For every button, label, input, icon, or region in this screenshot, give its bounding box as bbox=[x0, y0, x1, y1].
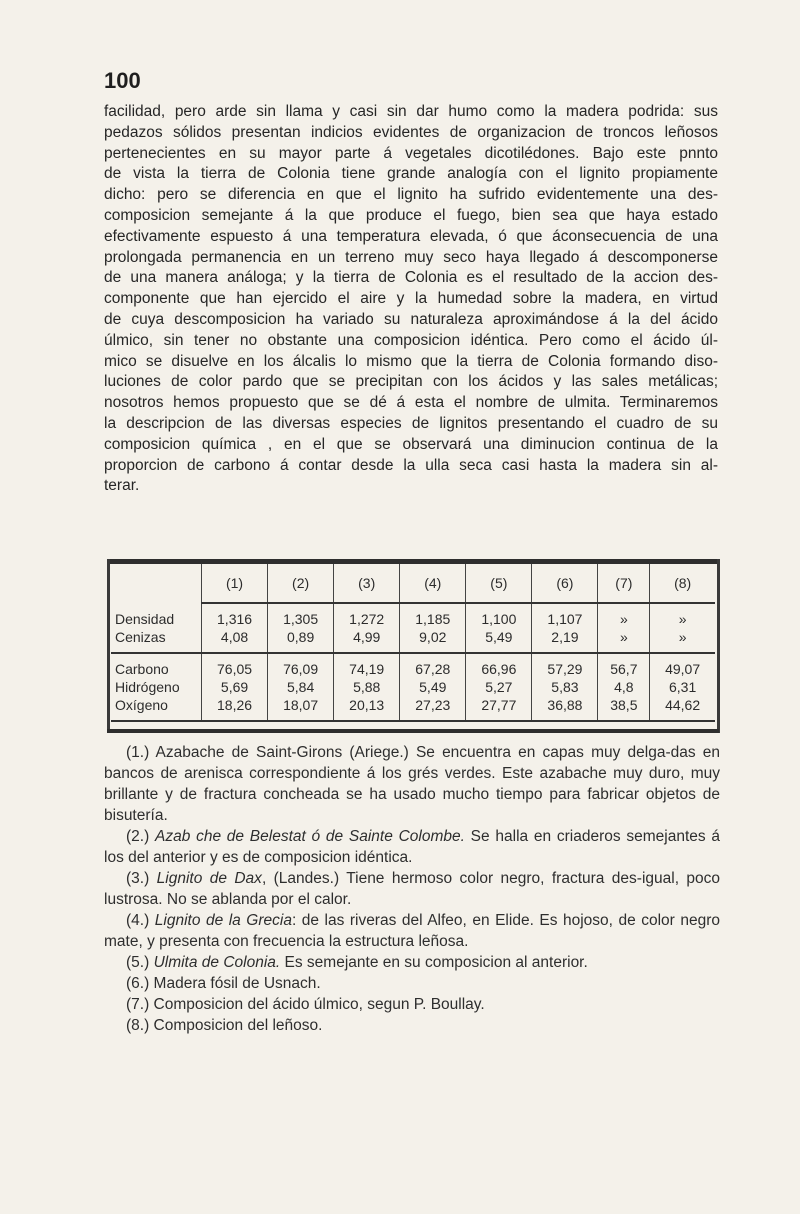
paragraph-line: prolongada permanencia en un terreno muy seco haya llegado á descomponerse bbox=[104, 248, 718, 266]
footnote bbox=[104, 742, 720, 826]
column-header: (2) bbox=[268, 564, 334, 603]
table-cell: 57,29 bbox=[532, 653, 598, 678]
table-cell: 5,83 bbox=[532, 678, 598, 696]
footnote-text: (8.) Composicion del leñoso. bbox=[126, 1017, 323, 1034]
table-cell: 5,49 bbox=[466, 628, 532, 653]
paragraph-line: composicion semejante á la que produce el fuego, bien sea que haya estado bbox=[104, 206, 718, 224]
footnote-title: Azab che de Belestat ó de Sainte Colombe. bbox=[155, 828, 465, 845]
footnote-title: Lignito de Dax bbox=[156, 870, 262, 887]
column-header: (7) bbox=[598, 564, 650, 603]
row-label: Hidrógeno bbox=[115, 679, 180, 695]
table-right-border bbox=[717, 559, 720, 733]
table-row bbox=[111, 653, 715, 678]
table-cell: » bbox=[598, 603, 650, 628]
footnote-text: Es semejante en su composicion al anterior. bbox=[280, 954, 588, 971]
footnote bbox=[104, 1015, 720, 1036]
table-row bbox=[111, 696, 715, 721]
table-cell: 1,107 bbox=[532, 603, 598, 628]
table-cell: 18,26 bbox=[202, 696, 268, 721]
paragraph-line: úlmico, sin tener no obstante una composicion idéntica. Pero como el ácido úl- bbox=[104, 331, 718, 349]
table-cell: 4,99 bbox=[334, 628, 400, 653]
table-row bbox=[111, 678, 715, 696]
footnote-text: , (Landes.) Tiene hermoso color negro, fractura des-igual, poco lustrosa. No se ablanda por el calor. bbox=[104, 870, 721, 908]
footnote bbox=[104, 868, 720, 910]
paragraph-line: nosotros hemos propuesto que se dé á esta el nombre de ulmita. Terminaremos bbox=[104, 394, 718, 412]
table-cell: 66,96 bbox=[466, 653, 532, 678]
column-header: (3) bbox=[334, 564, 400, 603]
column-header: (5) bbox=[466, 564, 532, 603]
footnote bbox=[104, 910, 720, 952]
footnote-title: Ulmita de Colonia. bbox=[153, 954, 281, 971]
paragraph-line: pertenecientes en su mayor parte á vegetales dicotilédones. Bajo este pnnto bbox=[104, 144, 718, 162]
column-header: (6) bbox=[532, 564, 598, 603]
paragraph-line: proporcion de carbono á contar desde la ulla seca casi hasta la madera sin al- bbox=[104, 456, 718, 474]
table-cell: 1,305 bbox=[268, 603, 334, 628]
column-header: (8) bbox=[650, 564, 715, 603]
footnote-text: (1.) Azabache de Saint-Girons (Ariege.) Se encuentra en capas muy delga-das en bancos de arenisca correspondiente á los grés verdes. Este azabache muy duro, muy brillante y de fractura concheada se ha usado mucho tiempo para fabricar objetos de bisutería. bbox=[104, 744, 720, 824]
footnote-text: (4.) bbox=[126, 912, 155, 929]
table-cell: 18,07 bbox=[268, 696, 334, 721]
table-cell: » bbox=[650, 603, 715, 628]
paragraph-line: composicion química , en el que se observará una diminucion continua de la bbox=[104, 435, 718, 453]
row-label: Cenizas bbox=[111, 628, 202, 653]
table-cell: 0,89 bbox=[268, 628, 334, 653]
table-cell: 5,88 bbox=[334, 678, 400, 696]
table-row bbox=[111, 628, 715, 653]
row-label: Carbono bbox=[115, 661, 169, 677]
footnote bbox=[104, 952, 720, 973]
table-cell: 27,77 bbox=[466, 696, 532, 721]
column-header: (1) bbox=[202, 564, 268, 603]
table-cell: 49,07 bbox=[650, 653, 715, 678]
table-cell: » bbox=[650, 628, 715, 653]
composition-table bbox=[111, 564, 715, 722]
footnote-text: (5.) bbox=[126, 954, 154, 971]
row-label: Densidad bbox=[115, 610, 175, 627]
table-cell: 76,05 bbox=[202, 653, 268, 678]
table-row bbox=[111, 603, 715, 628]
table-cell: 44,62 bbox=[650, 696, 715, 721]
footnote-text: (6.) Madera fósil de Usnach. bbox=[126, 975, 321, 992]
table-cell: 76,09 bbox=[268, 653, 334, 678]
table-corner-cell bbox=[111, 564, 202, 603]
paragraph-line: de una manera análoga; y la tierra de Colonia es el resultado de la accion des- bbox=[104, 269, 718, 287]
composition-table-frame bbox=[107, 559, 721, 733]
paragraph-line: dicho: pero se diferencia en que el lignito ha sufrido evidentemente una des- bbox=[104, 186, 718, 204]
footnote-text: (3.) bbox=[126, 870, 157, 887]
row-label: Oxígeno bbox=[111, 696, 202, 721]
footnotes bbox=[104, 742, 720, 1036]
paragraph-line: facilidad, pero arde sin llama y casi sin dar humo como la madera podrida: sus bbox=[104, 103, 718, 120]
table-cell: 38,5 bbox=[598, 696, 650, 721]
table-cell: 4,8 bbox=[598, 678, 650, 696]
table-left-border bbox=[107, 559, 110, 733]
table-body bbox=[111, 603, 715, 721]
paragraph-line: de cuya descomposicion ha variado su naturaleza aproximándose á la del ácido bbox=[104, 310, 718, 328]
footnote-title: Lignito de la Grecia bbox=[154, 912, 292, 929]
page-number: 100 bbox=[104, 68, 141, 93]
footnote-text: (7.) Composicion del ácido úlmico, segun P. Boullay. bbox=[126, 996, 485, 1013]
footnote bbox=[104, 973, 720, 994]
table-cell: 9,02 bbox=[400, 628, 466, 653]
table-cell: 4,08 bbox=[202, 628, 268, 653]
table-cell: 1,185 bbox=[400, 603, 466, 628]
table-cell: 20,13 bbox=[334, 696, 400, 721]
footnote-text: (2.) bbox=[126, 828, 155, 845]
table-cell: 5,27 bbox=[466, 678, 532, 696]
paragraph-line: componente que han ejercido el aire y la humedad sobre la madera, en virtud bbox=[104, 290, 718, 308]
table-cell: 67,28 bbox=[400, 653, 466, 678]
footnote bbox=[104, 994, 720, 1015]
table-cell: 56,7 bbox=[598, 653, 650, 678]
table-cell: 36,88 bbox=[532, 696, 598, 721]
column-header: (4) bbox=[400, 564, 466, 603]
table-cell: 27,23 bbox=[400, 696, 466, 721]
table-cell: 74,19 bbox=[334, 653, 400, 678]
paragraph-line: efectivamente espuesto á una temperatura elevada, ó que áconsecuencia de una bbox=[104, 227, 718, 245]
footnote-text: Se halla en criaderos semejantes á los del anterior y es de composicion idéntica. bbox=[104, 828, 720, 866]
footnote-text: : de las riveras del Alfeo, en Elide. Es hojoso, de color negro mate, y presenta con frecuencia la estructura leñosa. bbox=[104, 912, 720, 950]
paragraph-line: pedazos sólidos presentan indicios evidentes de organizacion de troncos leñosos bbox=[104, 123, 718, 141]
table-cell: 1,316 bbox=[202, 603, 268, 628]
table-cell: 5,84 bbox=[268, 678, 334, 696]
table-cell: 5,69 bbox=[202, 678, 268, 696]
table-cell: 6,31 bbox=[650, 678, 715, 696]
table-bottom-rule bbox=[107, 729, 719, 733]
paragraph-line: terar. bbox=[104, 477, 140, 495]
paragraph-line: luciones de color pardo que se precipitan con los ácidos y las sales metálicas; bbox=[104, 373, 718, 391]
table-cell: 2,19 bbox=[532, 628, 598, 653]
table-cell: 1,100 bbox=[466, 603, 532, 628]
table-cell: 5,49 bbox=[400, 678, 466, 696]
paragraph-line: de vista la tierra de Colonia tiene grande analogía con el lignito propiamente bbox=[104, 165, 718, 183]
footnote bbox=[104, 826, 720, 868]
paragraph-line: la descripcion de las diversas especies de lignitos presentando el cuadro de su bbox=[104, 414, 718, 432]
paragraph-line: mico se disuelve en los álcalis lo mismo que la tierra de Colonia formando diso- bbox=[104, 352, 718, 370]
body-paragraph bbox=[104, 102, 718, 497]
table-header-row bbox=[111, 564, 715, 603]
table-cell: » bbox=[598, 628, 650, 653]
table-cell: 1,272 bbox=[334, 603, 400, 628]
